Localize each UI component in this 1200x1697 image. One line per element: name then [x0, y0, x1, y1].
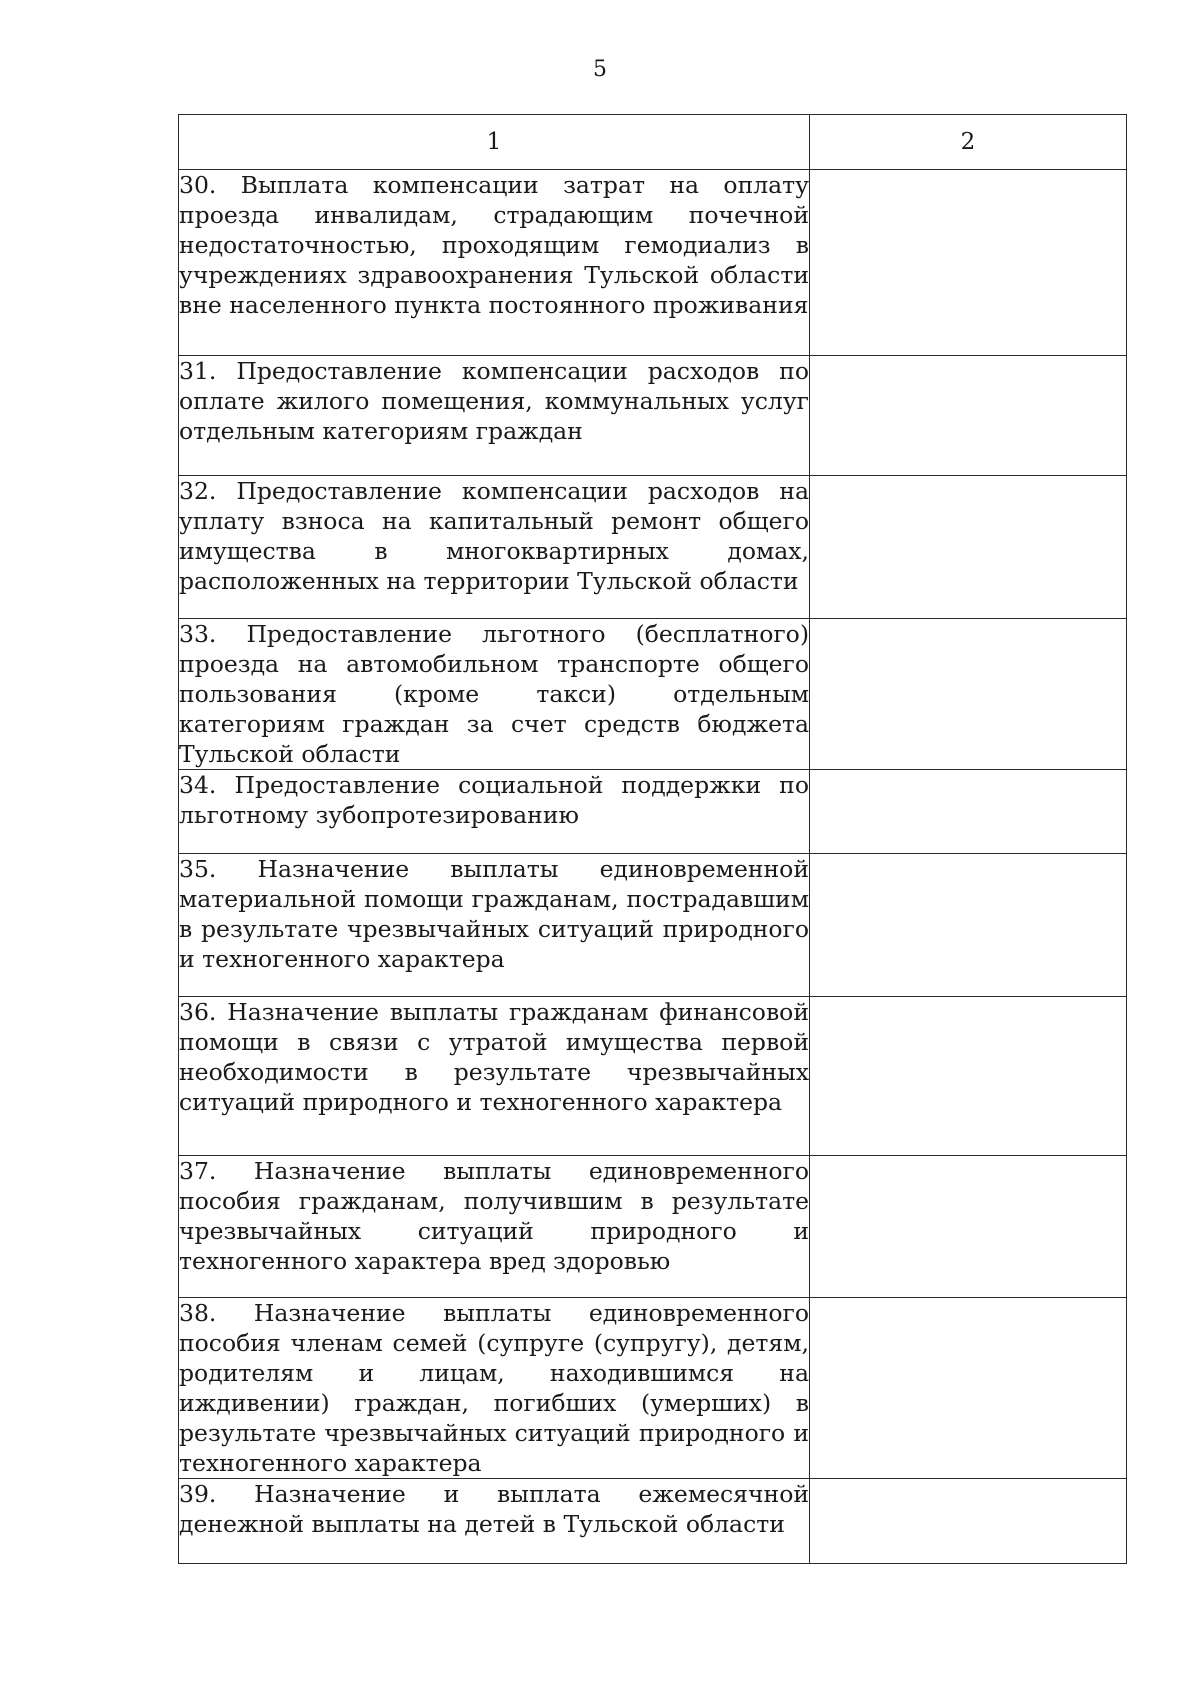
table-row: [179, 1156, 1127, 1298]
service-item-37: 37. Назначение выплаты единовременного пособия гражданам, получившим в результате чрезвычайных ситуаций природного и техногенного характера вред здоровью: [179, 1156, 810, 1298]
table-row: [179, 476, 1127, 619]
table-row: [179, 770, 1127, 854]
service-item-39: 39. Назначение и выплата ежемесячной денежной выплаты на детей в Тульской области: [179, 1479, 810, 1564]
service-item-35: 35. Назначение выплаты единовременной материальной помощи гражданам, пострадавшим в результате чрезвычайных ситуаций природного и техногенного характера: [179, 854, 810, 997]
table-row: [179, 997, 1127, 1156]
column-2-cell: [810, 997, 1127, 1156]
column-2-cell: [810, 1156, 1127, 1298]
table-row: [179, 854, 1127, 997]
services-table: [178, 114, 1127, 1564]
column-2-cell: [810, 854, 1127, 997]
column-2-cell: [810, 1479, 1127, 1564]
column-2-cell: [810, 476, 1127, 619]
table-header-row: [179, 115, 1127, 170]
column-2-cell: [810, 356, 1127, 476]
table-row: [179, 170, 1127, 356]
service-item-33: 33. Предоставление льготного (бесплатного) проезда на автомобильном транспорте общего пользования (кроме такси) отдельным категориям граждан за счет средств бюджета Тульской области: [179, 620, 809, 768]
column-2-cell: [810, 170, 1127, 356]
column-2-cell: [810, 619, 1127, 770]
table-row: [179, 619, 1127, 770]
service-item-30: 30. Выплата компенсации затрат на оплату проезда инвалидам, страдающим почечной недостаточностью, проходящим гемодиализ в учреждениях здравоохранения Тульской области вне населенного пункта постоянного проживания: [179, 170, 810, 356]
column-2-cell: [810, 770, 1127, 854]
column-header-2: 2: [810, 115, 1127, 170]
service-item-32: 32. Предоставление компенсации расходов на уплату взноса на капитальный ремонт общего имущества в многоквартирных домах, расположенных на территории Тульской области: [179, 476, 810, 619]
column-header-1: 1: [179, 115, 810, 170]
service-item-31: 31. Предоставление компенсации расходов по оплате жилого помещения, коммунальных услуг отдельным категориям граждан: [179, 356, 810, 476]
table-row: [179, 356, 1127, 476]
service-item-34: 34. Предоставление социальной поддержки по льготному зубопротезированию: [179, 770, 810, 854]
column-2-cell: [810, 1298, 1127, 1479]
table-row: [179, 1298, 1127, 1479]
service-item-36: 36. Назначение выплаты гражданам финансовой помощи в связи с утратой имущества первой необходимости в результате чрезвычайных ситуаций природного и техногенного характера: [179, 997, 810, 1156]
service-item-38: 38. Назначение выплаты единовременного пособия членам семей (супруге (супругу), детям, родителям и лицам, находившимся на иждивении) граждан, погибших (умерших) в результате чрезвычайных ситуаций природного и техногенного характера: [179, 1299, 809, 1477]
table-row: [179, 1479, 1127, 1564]
page-number: 5: [593, 57, 607, 82]
